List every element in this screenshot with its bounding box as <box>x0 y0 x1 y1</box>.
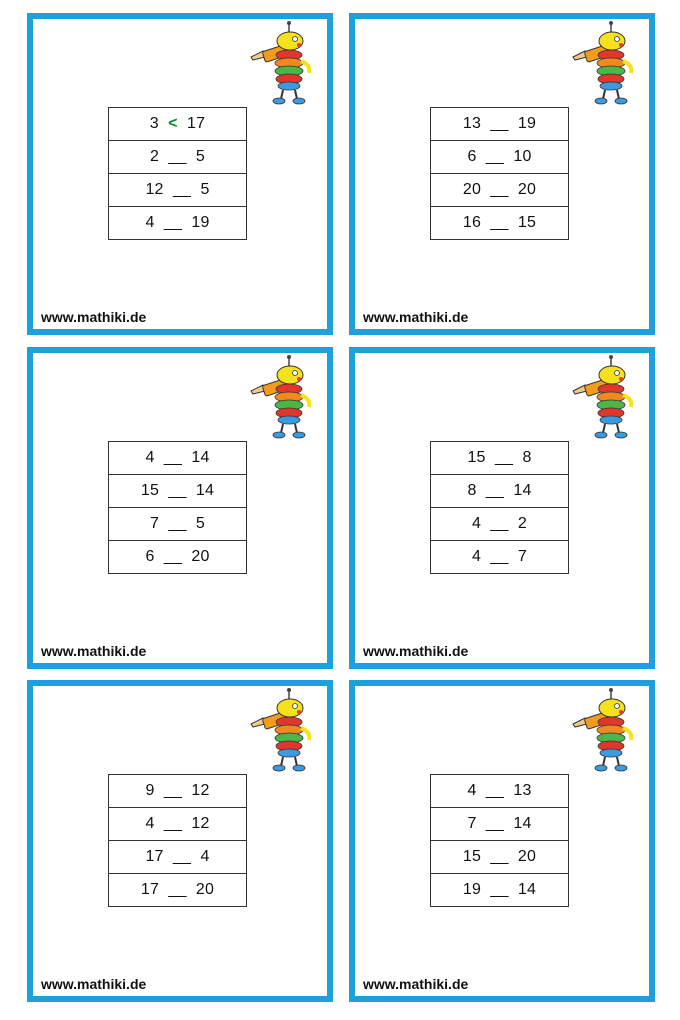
table-row <box>431 874 569 907</box>
comparison-cell: 7 __ 14 <box>431 808 569 841</box>
table-row <box>109 174 247 207</box>
table-row <box>109 508 247 541</box>
comparison-blank: __ <box>168 482 187 499</box>
comparison-blank: __ <box>485 815 505 832</box>
table-row <box>431 207 569 240</box>
comparison-cell: 15 __ 14 <box>109 475 247 508</box>
comparison-blank: __ <box>172 848 192 865</box>
comparison-blank: __ <box>490 548 509 565</box>
table-row <box>431 141 569 174</box>
comparison-blank: __ <box>485 148 505 165</box>
comparison-cell: 3 < 17 <box>109 108 247 141</box>
table-row <box>431 841 569 874</box>
comparison-cell: 6 __ 20 <box>109 541 247 574</box>
comparison-table <box>430 107 569 240</box>
comparison-cell: 2 __ 5 <box>109 141 247 174</box>
worksheet-card <box>349 680 655 1002</box>
footer-url: www.mathiki.de <box>41 643 147 659</box>
comparison-blank: __ <box>490 181 509 198</box>
worksheet-card <box>27 13 333 335</box>
table-row <box>431 775 569 808</box>
bee-pencil-mascot-icon <box>571 688 643 776</box>
comparison-cell: 6 __ 10 <box>431 141 569 174</box>
footer-url: www.mathiki.de <box>41 309 147 325</box>
table-row <box>109 874 247 907</box>
comparison-blank: __ <box>163 815 183 832</box>
comparison-table <box>430 441 569 574</box>
comparison-cell: 16 __ 15 <box>431 207 569 240</box>
bee-pencil-mascot-icon <box>571 21 643 109</box>
table-row <box>109 141 247 174</box>
table-row <box>109 108 247 141</box>
comparison-cell: 13 __ 19 <box>431 108 569 141</box>
comparison-table <box>108 441 247 574</box>
comparison-blank: __ <box>485 482 505 499</box>
comparison-cell: 4 __ 2 <box>431 508 569 541</box>
worksheet-card <box>349 347 655 669</box>
comparison-cell: 7 __ 5 <box>109 508 247 541</box>
bee-pencil-mascot-icon <box>249 355 321 443</box>
comparison-blank: __ <box>168 881 187 898</box>
worksheet-card <box>349 13 655 335</box>
comparison-table <box>108 774 247 907</box>
table-row <box>431 541 569 574</box>
comparison-blank: __ <box>485 782 505 799</box>
comparison-blank: __ <box>490 515 509 532</box>
comparison-blank: __ <box>163 782 183 799</box>
comparison-blank: __ <box>490 115 509 132</box>
comparison-answer: < <box>168 115 178 132</box>
comparison-cell: 8 __ 14 <box>431 475 569 508</box>
comparison-cell: 12 __ 5 <box>109 174 247 207</box>
table-row <box>431 808 569 841</box>
comparison-table <box>430 774 569 907</box>
table-row <box>109 541 247 574</box>
comparison-cell: 17 __ 20 <box>109 874 247 907</box>
comparison-cell: 19 __ 14 <box>431 874 569 907</box>
comparison-cell: 9 __ 12 <box>109 775 247 808</box>
footer-url: www.mathiki.de <box>363 976 469 992</box>
table-row <box>431 442 569 475</box>
footer-url: www.mathiki.de <box>363 309 469 325</box>
comparison-table <box>108 107 247 240</box>
bee-pencil-mascot-icon <box>571 355 643 443</box>
comparison-cell: 4 __ 7 <box>431 541 569 574</box>
worksheet-card <box>27 347 333 669</box>
comparison-cell: 4 __ 12 <box>109 808 247 841</box>
comparison-cell: 15 __ 20 <box>431 841 569 874</box>
footer-url: www.mathiki.de <box>363 643 469 659</box>
table-row <box>109 207 247 240</box>
table-row <box>431 108 569 141</box>
comparison-blank: __ <box>163 214 183 231</box>
table-row <box>431 475 569 508</box>
comparison-blank: __ <box>163 548 183 565</box>
footer-url: www.mathiki.de <box>41 976 147 992</box>
comparison-blank: __ <box>168 148 187 165</box>
table-row <box>109 475 247 508</box>
table-row <box>109 775 247 808</box>
comparison-blank: __ <box>490 881 509 898</box>
comparison-blank: __ <box>490 214 509 231</box>
comparison-blank: __ <box>490 848 509 865</box>
comparison-cell: 4 __ 19 <box>109 207 247 240</box>
comparison-blank: __ <box>163 449 183 466</box>
table-row <box>431 508 569 541</box>
comparison-blank: __ <box>494 449 514 466</box>
table-row <box>431 174 569 207</box>
comparison-cell: 17 __ 4 <box>109 841 247 874</box>
worksheet-card <box>27 680 333 1002</box>
comparison-blank: __ <box>172 181 192 198</box>
comparison-cell: 20 __ 20 <box>431 174 569 207</box>
table-row <box>109 841 247 874</box>
comparison-blank: __ <box>168 515 187 532</box>
comparison-cell: 4 __ 13 <box>431 775 569 808</box>
table-row <box>109 808 247 841</box>
bee-pencil-mascot-icon <box>249 688 321 776</box>
table-row <box>109 442 247 475</box>
comparison-cell: 4 __ 14 <box>109 442 247 475</box>
comparison-cell: 15 __ 8 <box>431 442 569 475</box>
bee-pencil-mascot-icon <box>249 21 321 109</box>
